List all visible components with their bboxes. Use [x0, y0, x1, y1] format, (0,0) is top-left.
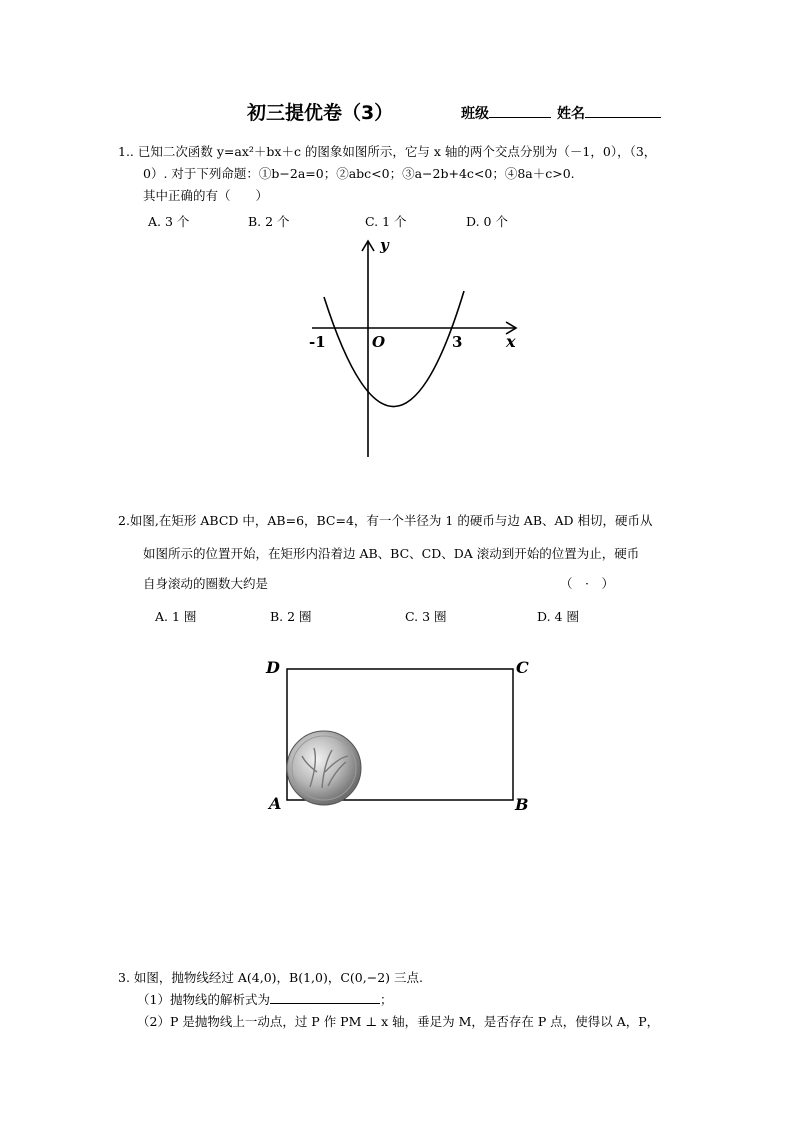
- q2-line1: 2.如图,在矩形 ABCD 中，AB=6，BC=4，有一个半径为 1 的硬币与边 AB、AD 相切，硬币从: [118, 513, 653, 528]
- q2-option-d: D. 4 圈: [537, 609, 579, 624]
- q3-line2-suffix: ；: [379, 992, 393, 1007]
- q1-option-d: D. 0 个: [466, 214, 508, 229]
- vertex-c-label: C: [516, 658, 529, 677]
- parabola-curve: [324, 291, 464, 407]
- q3-line1: 3. 如图，抛物线经过 A(4,0)，B(1,0)，C(0,−2) 三点.: [118, 970, 423, 985]
- q2-rectangle-figure: [262, 652, 542, 817]
- q1-line3: 其中正确的有（ ）: [143, 188, 269, 203]
- q1-option-a: A. 3 个: [148, 214, 190, 229]
- right-root-label: 3: [452, 333, 463, 351]
- q2-line3: 自身滚动的圈数大约是: [143, 576, 269, 591]
- left-root-label: -1: [309, 333, 326, 351]
- q2-option-b: B. 2 圈: [270, 609, 312, 624]
- q1-option-c: C. 1 个: [365, 214, 407, 229]
- q3-line3: （2）P 是抛物线上一动点，过 P 作 PM ⊥ x 轴，垂足为 M，是否存在 P 点，使得以 A，P，: [137, 1014, 660, 1029]
- q3-line2-prefix: （1）抛物线的解析式为: [137, 992, 270, 1007]
- q2-option-c: C. 3 圈: [405, 609, 447, 624]
- q2-option-a: A. 1 圈: [155, 609, 197, 624]
- q2-line2: 如图所示的位置开始，在矩形内沿着边 AB、BC、CD、DA 滚动到开始的位置为止，硬币: [143, 546, 640, 561]
- name-label: 姓名: [557, 106, 585, 122]
- page-title: 初三提优卷（3）: [247, 102, 394, 124]
- class-blank[interactable]: [489, 103, 551, 118]
- x-axis-label: x: [506, 332, 516, 351]
- q3-line2: [137, 989, 392, 1011]
- class-label: 班级: [461, 106, 489, 122]
- vertex-a-label: A: [269, 794, 282, 813]
- q2-answer-paren: （ · ）: [560, 576, 614, 591]
- q1-line1: 1.. 已知二次函数 y=ax²＋bx＋c 的图象如图所示，它与 x 轴的两个交点分别为（－1，0），（3，: [118, 144, 657, 159]
- name-field: [557, 103, 661, 123]
- q3-answer-blank[interactable]: [270, 989, 380, 1004]
- class-field: [461, 103, 551, 123]
- y-axis-label: y: [380, 236, 389, 254]
- name-blank[interactable]: [585, 103, 661, 118]
- vertex-b-label: B: [515, 795, 529, 814]
- vertex-d-label: D: [266, 658, 280, 677]
- origin-label: O: [372, 333, 386, 351]
- coin-image: [287, 731, 361, 805]
- q1-line2: 0）. 对于下列命题：①b−2a=0；②abc<0；③a−2b+4c<0；④8a＋c>0.: [143, 166, 575, 181]
- q1-option-b: B. 2 个: [248, 214, 290, 229]
- q1-parabola-graph: [300, 235, 530, 465]
